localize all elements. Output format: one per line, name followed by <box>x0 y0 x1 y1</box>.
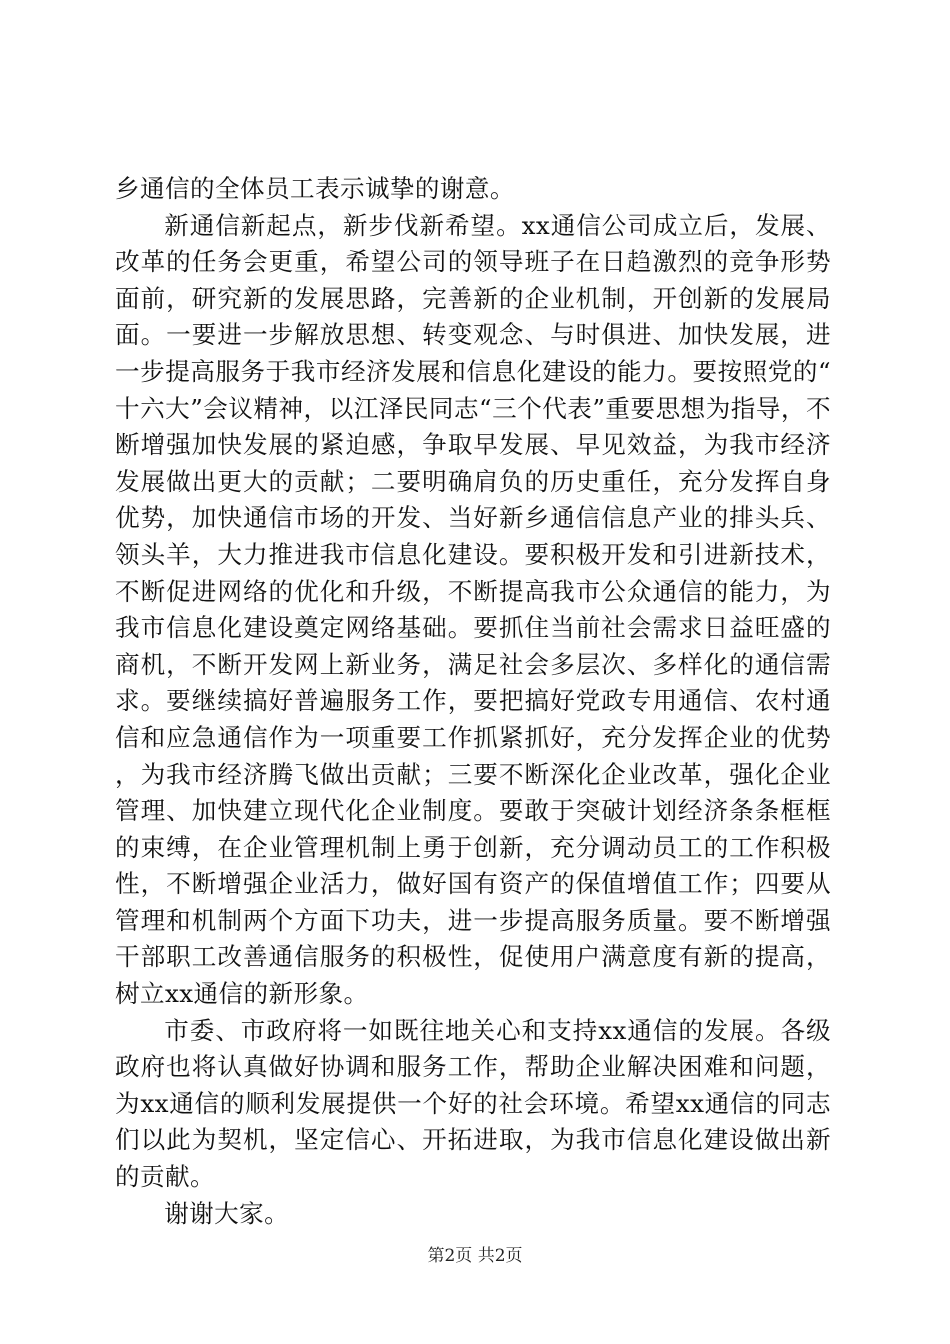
paragraph-main-content: 新通信新起点，新步伐新希望。xx通信公司成立后，发展、改革的任务会更重，希望公司的领导班子在日趋激烈的竞争形势面前，研究新的发展思路，完善新的企业机制，开创新的发展局面。一要进一步解放思想、转变观念、与时俱进、加快发展，进一步提高服务于我市经济发展和信息化建设的能力。要按照党的“十六大”会议精神，以江泽民同志“三个代表”重要思想为指导，不断增强加快发展的紧迫感，争取早发展、早见效益，为我市经济发展做出更大的贡献；二要明确肩负的历史重任，充分发挥自身优势，加快通信市场的开发、当好新乡通信信息产业的排头兵、领头羊，大力推进我市信息化建设。要积极开发和引进新技术，不断促进网络的优化和升级，不断提高我市公众通信的能力，为我市信息化建设奠定网络基础。要抓住当前社会需求日益旺盛的商机，不断开发网上新业务，满足社会多层次、多样化的通信需求。要继续搞好普遍服务工作，要把搞好党政专用通信、农村通信和应急通信作为一项重要工作抓紧抓好，充分发挥企业的优势，为我市经济腾飞做出贡献；三要不断深化企业改革，强化企业管理、加快建立现代化企业制度。要敢于突破计划经济条条框框的束缚，在企业管理机制上勇于创新，充分调动员工的工作积极性，不断增强企业活力，做好国有资产的保值增值工作；四要从管理和机制两个方面下功夫，进一步提高服务质量。要不断增强干部职工改善通信服务的积极性，促使用户满意度有新的提高，树立xx通信的新形象。 <box>115 210 831 1009</box>
paragraph-support-statement: 市委、市政府将一如既往地关心和支持xx通信的发展。各级政府也将认真做好协调和服务工作，帮助企业解决困难和问题，为xx通信的顺利发展提供一个好的社会环境。希望xx通信的同志们以此为契机，坚定信心、开拓进取，为我市信息化建设做出新的贡献。 <box>115 1015 831 1192</box>
paragraph-continuation: 乡通信的全体员工表示诚挚的谢意。 <box>115 174 515 203</box>
document-body <box>115 171 831 1232</box>
paragraph-closing-thanks: 谢谢大家。 <box>164 1198 290 1228</box>
page-number-footer: 第2页 共2页 <box>427 1246 523 1266</box>
